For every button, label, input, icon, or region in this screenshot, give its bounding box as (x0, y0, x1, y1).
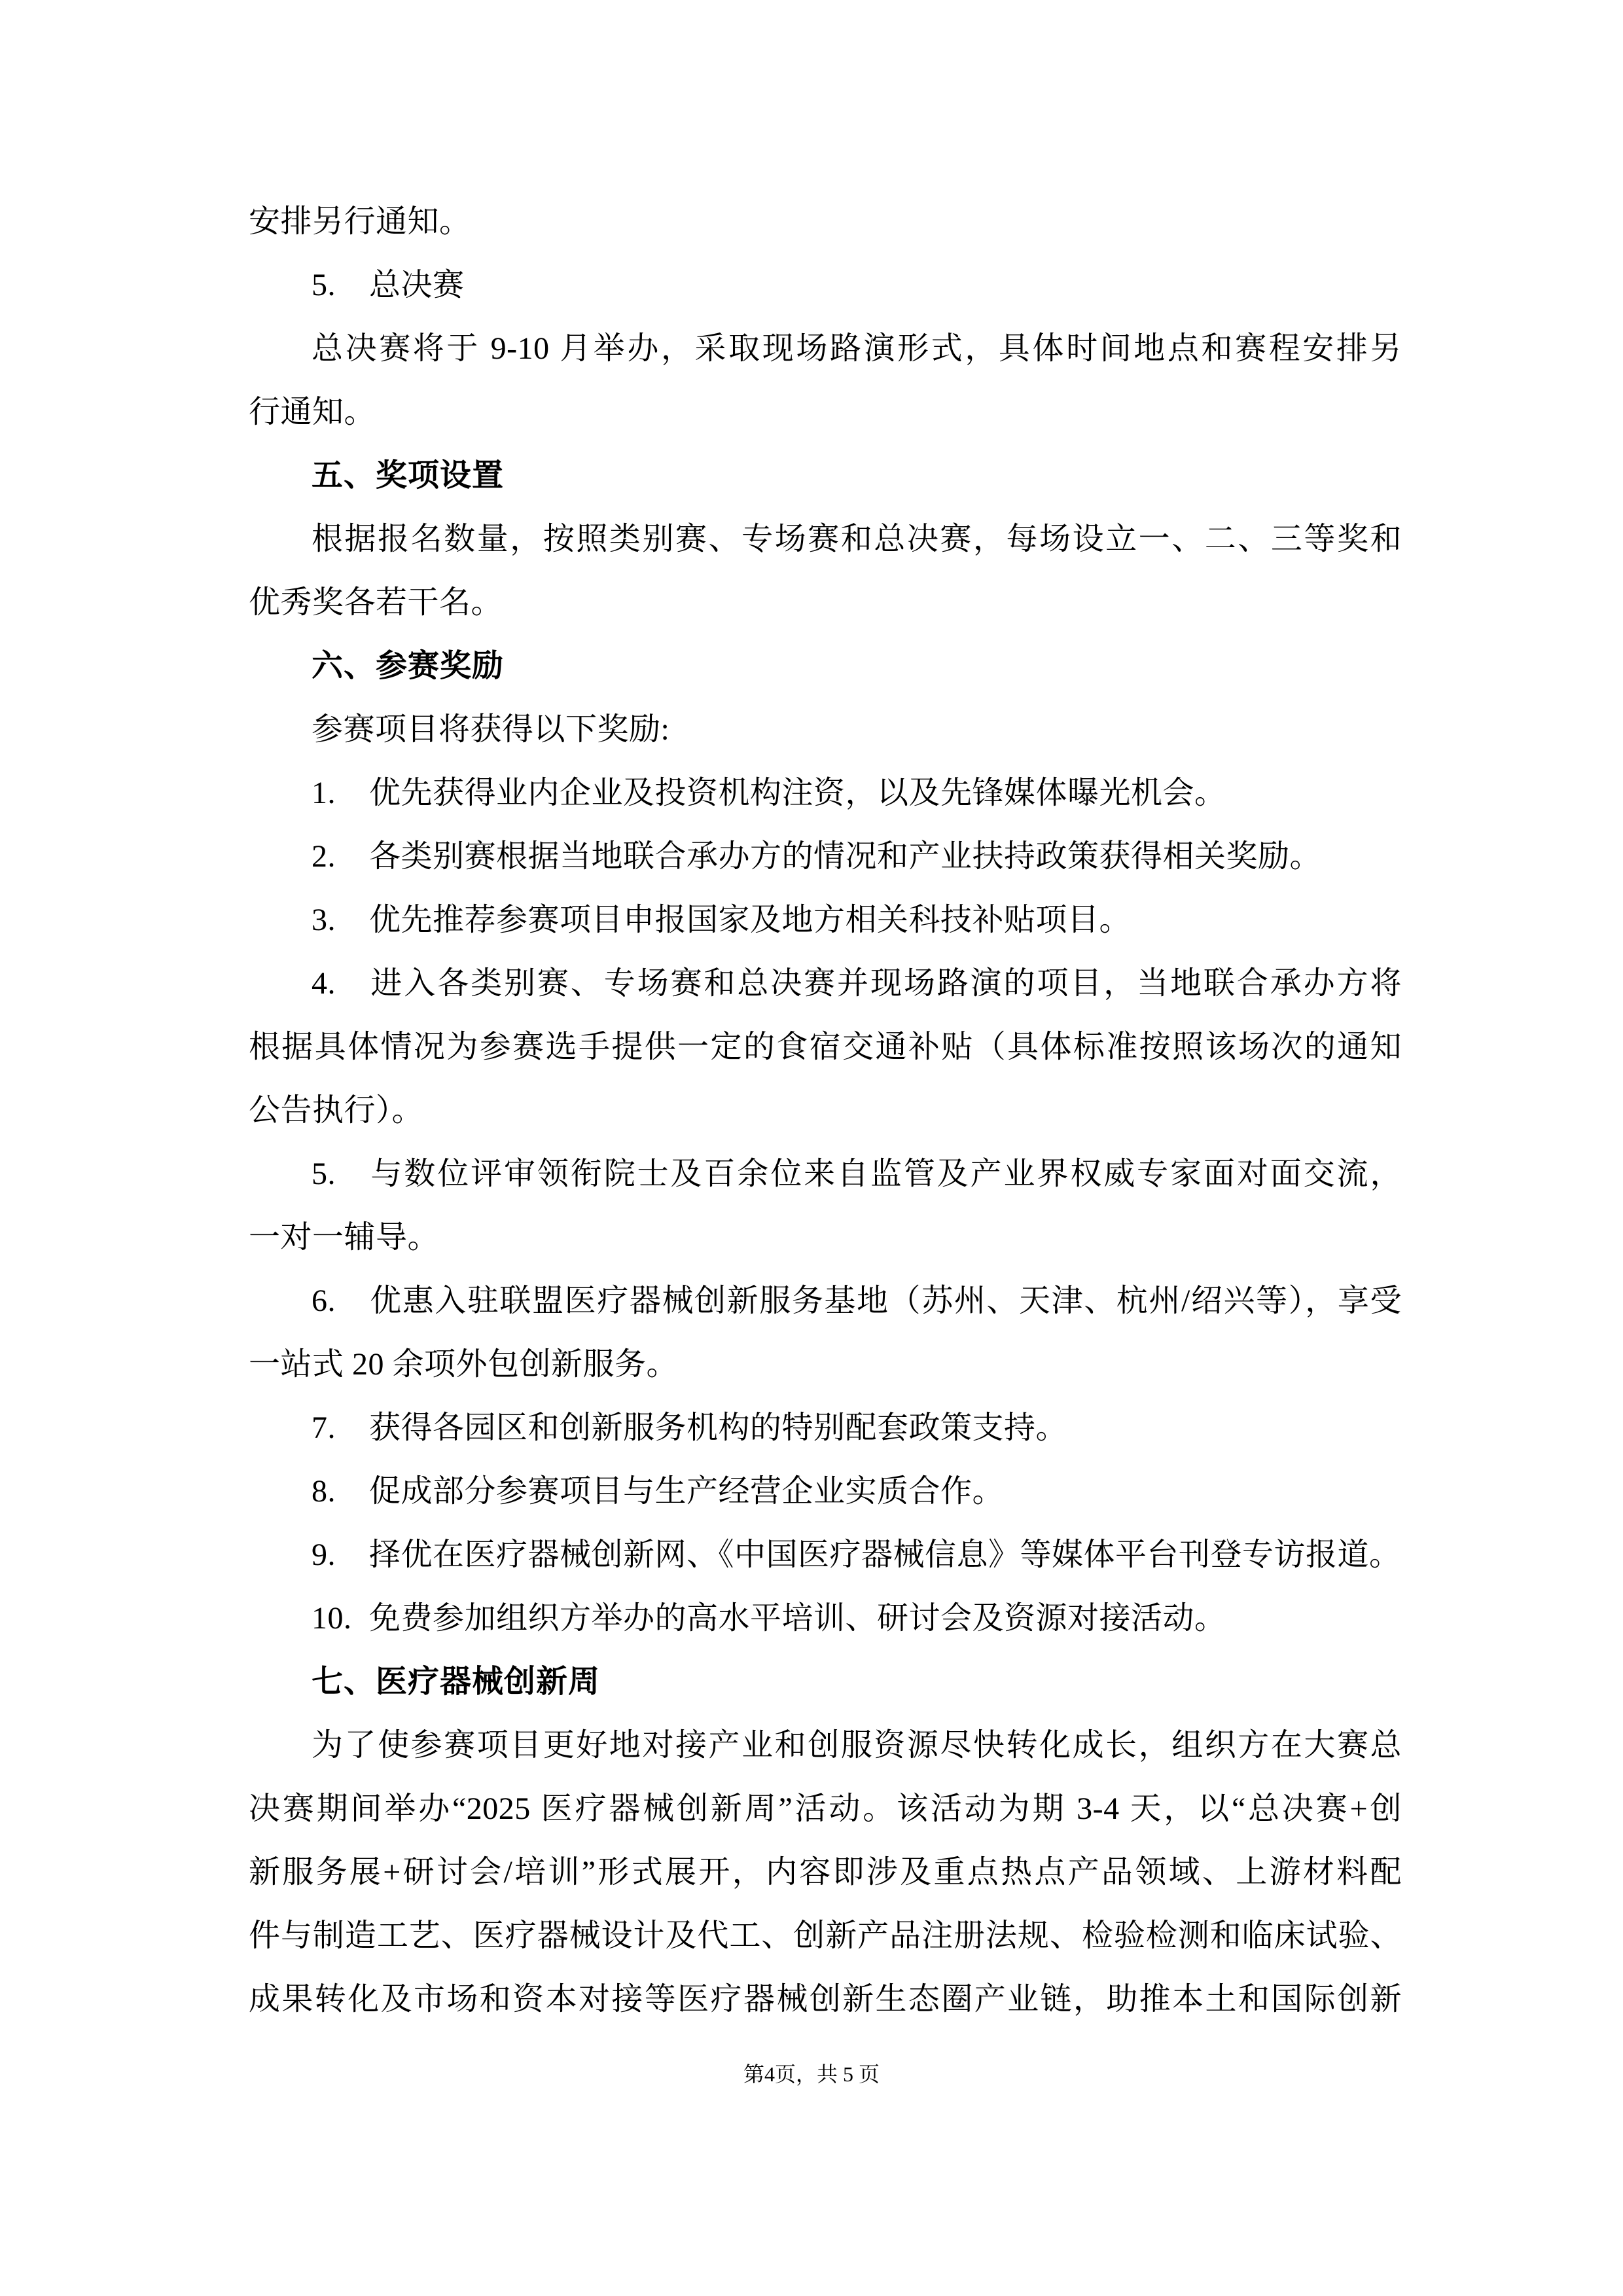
list-item-text: 各类别赛根据当地联合承办方的情况和产业扶持政策获得相关奖励。 (369, 839, 1322, 874)
list-item-number: 6. (312, 1283, 336, 1318)
list-item (249, 761, 1402, 825)
list-item-number: 9. (312, 1537, 336, 1572)
list-item-number: 7. (312, 1410, 336, 1445)
text-line: 优秀奖各若干名。 (249, 585, 503, 620)
list-item-text: 促成部分参赛项目与生产经营企业实质合作。 (369, 1474, 1005, 1509)
list-item-number: 10. (312, 1601, 352, 1636)
list-item-text: 优先获得业内企业及投资机构注资，以及先锋媒体曝光机会。 (369, 776, 1226, 810)
text-line: 为了使参赛项目更好地对接产业和创服资源尽快转化成长，组织方在大赛总 (312, 1728, 1402, 1763)
list-item (249, 952, 1402, 1015)
list-item (249, 825, 1402, 888)
list-item-text: 总决赛 (369, 268, 465, 302)
list-item (249, 1460, 1402, 1523)
list-item-number: 5. (312, 1157, 336, 1191)
text-line: 总决赛将于 9-10 月举办，采取现场路演形式，具体时间地点和赛程安排另 (312, 331, 1402, 366)
section-heading: 六、参赛奖励 (312, 649, 505, 683)
text-line: 新服务展+研讨会/培训”形式展开，内容即涉及重点热点产品领域、上游材料配 (249, 1855, 1402, 1890)
list-item (249, 888, 1402, 952)
list-item-heading (249, 253, 1402, 317)
text-line: 根据报名数量，按照类别赛、专场赛和总决赛，每场设立一、二、三等奖和 (312, 522, 1402, 556)
text-line: 根据具体情况为参赛选手提供一定的食宿交通补贴（具体标准按照该场次的通知 (249, 1030, 1402, 1064)
page-footer: 第4页，共 5 页 (743, 2062, 880, 2086)
text-line: 行通知。 (249, 395, 376, 429)
document-body (249, 190, 1402, 2031)
list-item-text: 择优在医疗器械创新网、《中国医疗器械信息》等媒体平台刊登专访报道。 (369, 1537, 1401, 1572)
text-line: 一站式 20 余项外包创新服务。 (249, 1347, 679, 1382)
list-item-text: 优先推荐参赛项目申报国家及地方相关科技补贴项目。 (369, 903, 1132, 937)
list-item-number: 5. (312, 268, 336, 302)
list-item-number: 1. (312, 776, 336, 810)
text-line: 成果转化及市场和资本对接等医疗器械创新生态圈产业链，助推本土和国际创新 (249, 1982, 1402, 2017)
list-item-number: 8. (312, 1474, 336, 1509)
list-item-number: 2. (312, 839, 336, 874)
text-line: 公告执行）。 (249, 1093, 424, 1128)
list-item-text: 进入各类别赛、专场赛和总决赛并现场路演的项目，当地联合承办方将 (369, 966, 1402, 1001)
list-item-text: 优惠入驻联盟医疗器械创新服务基地（苏州、天津、杭州/绍兴等），享受 (369, 1283, 1402, 1318)
text-line: 一对一辅导。 (249, 1220, 440, 1255)
list-item-number: 3. (312, 903, 336, 937)
text-line: 件与制造工艺、医疗器械设计及代工、创新产品注册法规、检验检测和临床试验、 (249, 1918, 1402, 1953)
list-item (249, 1269, 1402, 1333)
list-item-number: 4. (312, 966, 336, 1001)
text-line: 安排另行通知。 (249, 204, 471, 239)
list-item-text: 获得各园区和创新服务机构的特别配套政策支持。 (369, 1410, 1068, 1445)
section-heading: 七、医疗器械创新周 (312, 1664, 601, 1699)
section-heading: 五、奖项设置 (312, 458, 505, 493)
text-line: 参赛项目将获得以下奖励: (312, 712, 670, 747)
list-item-text: 免费参加组织方举办的高水平培训、研讨会及资源对接活动。 (369, 1601, 1226, 1636)
list-item (249, 1523, 1402, 1587)
list-item-text: 与数位评审领衔院士及百余位来自监管及产业界权威专家面对面交流， (369, 1157, 1402, 1191)
list-item (249, 1587, 1402, 1650)
list-item (249, 1142, 1402, 1206)
text-line: 决赛期间举办“2025 医疗器械创新周”活动。该活动为期 3-4 天，以“总决赛+创 (249, 1791, 1402, 1826)
list-item (249, 1396, 1402, 1460)
